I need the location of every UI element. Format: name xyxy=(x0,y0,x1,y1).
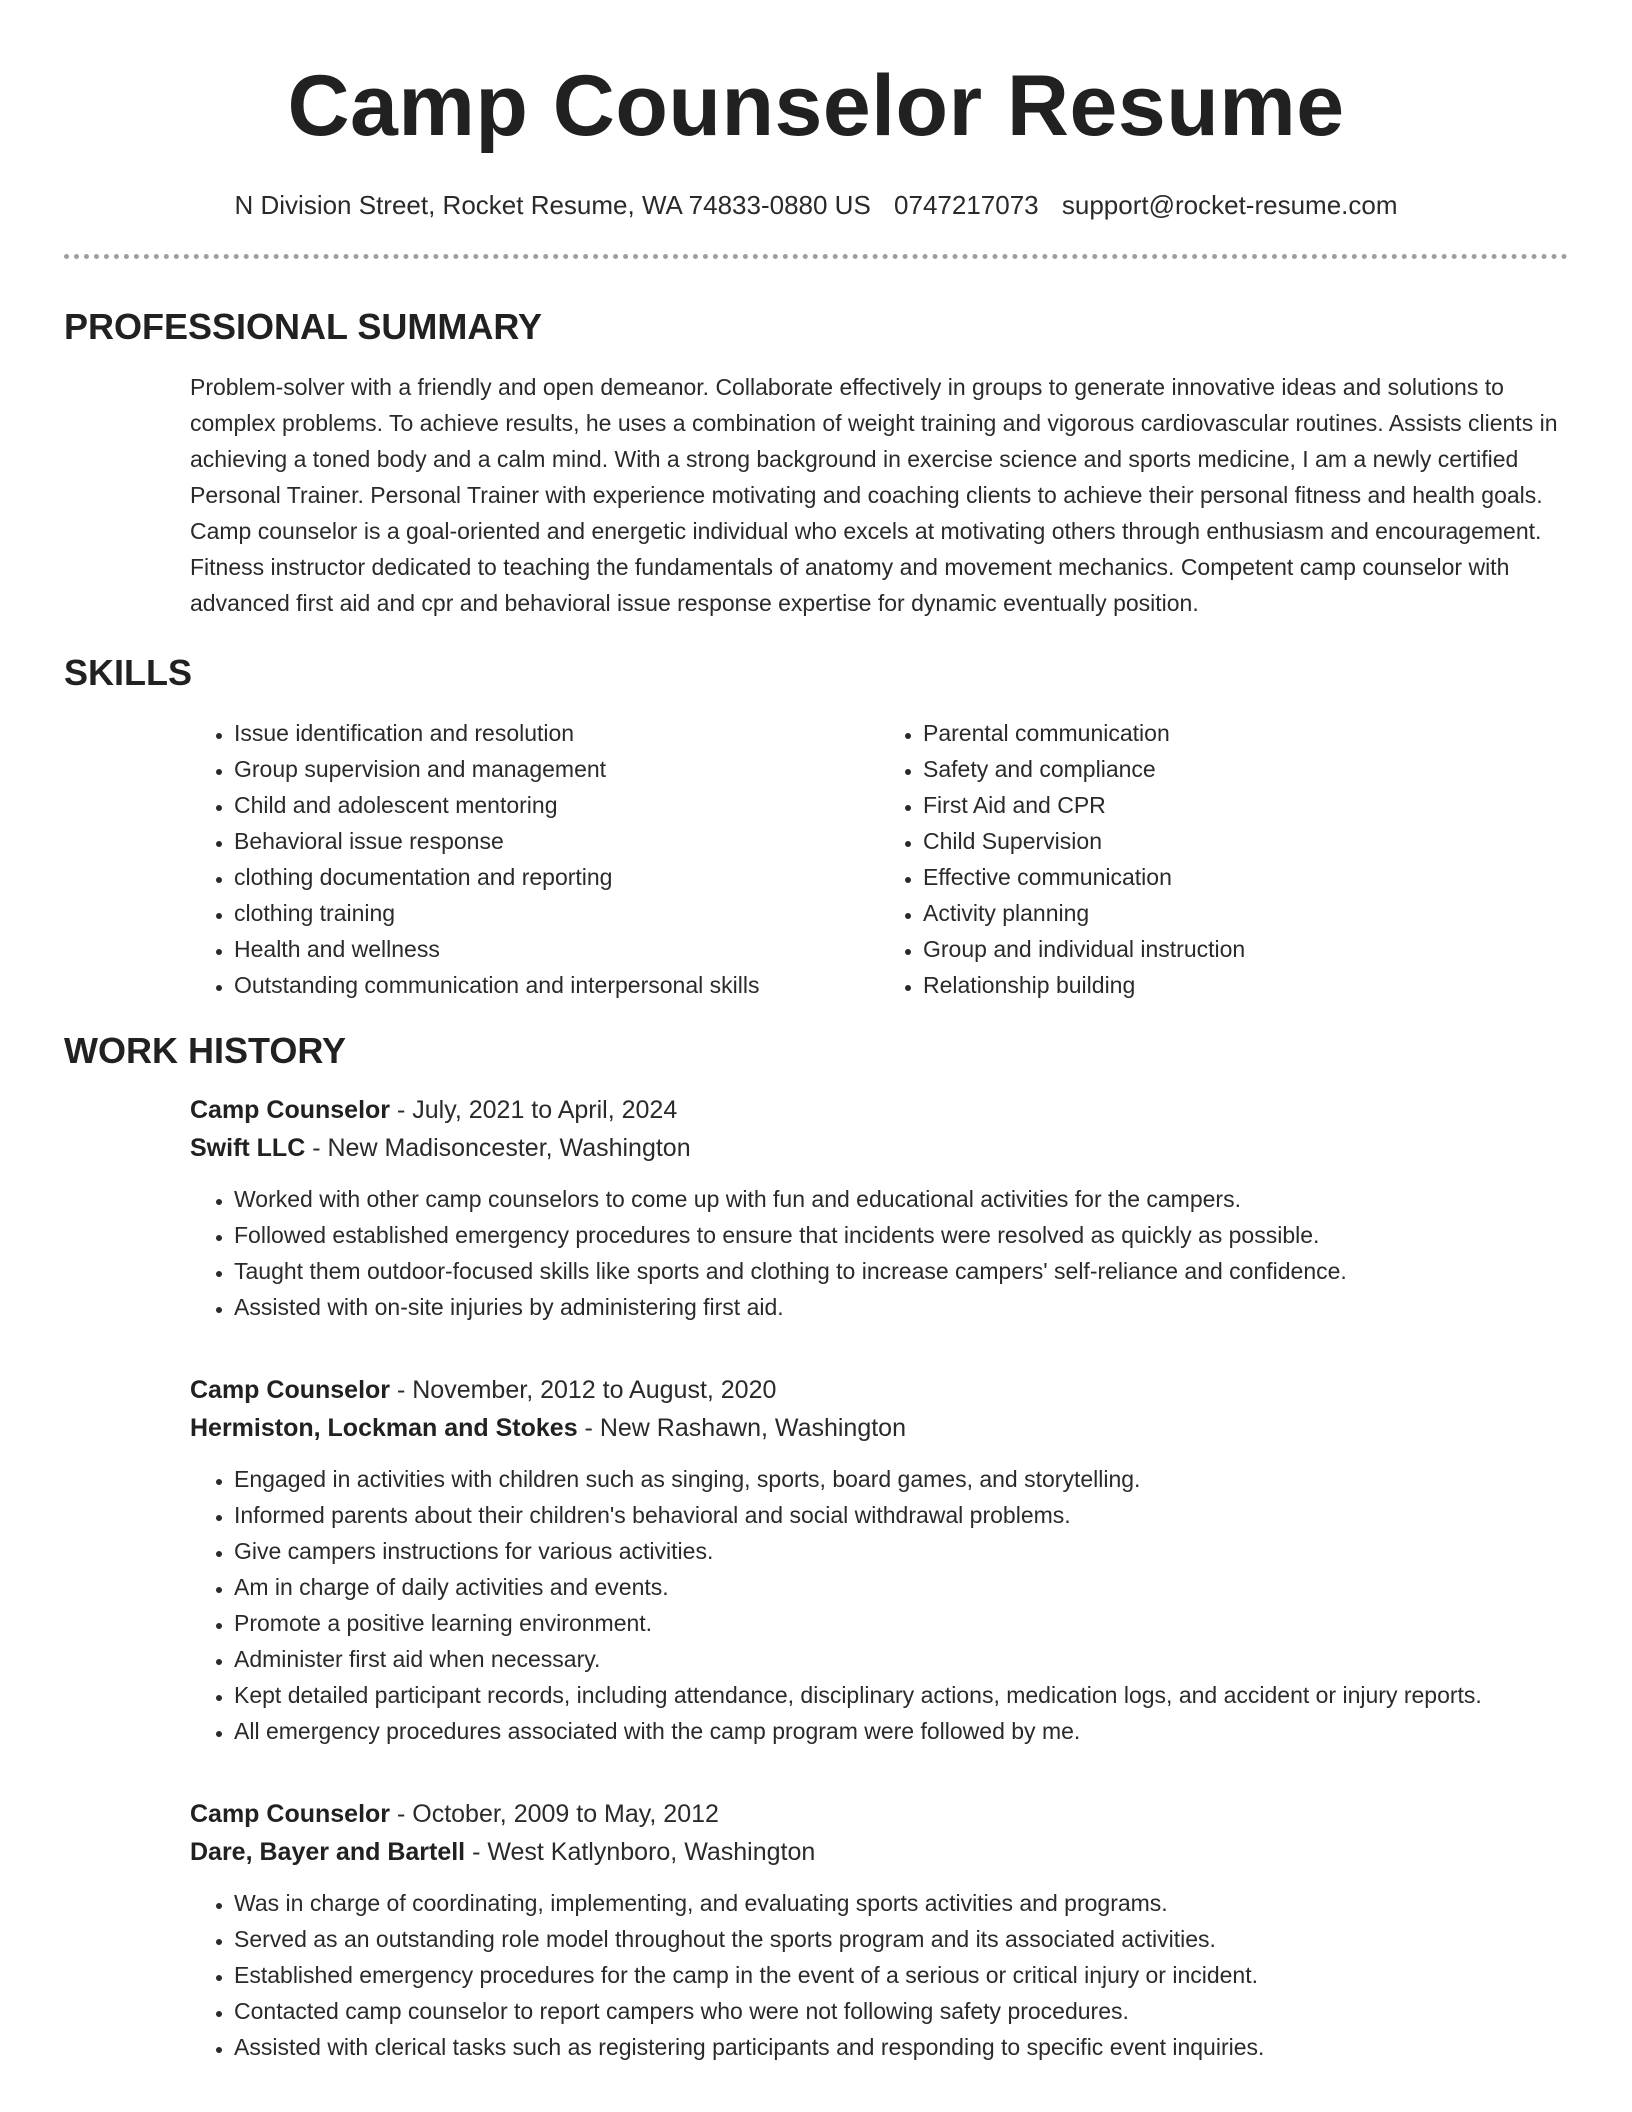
skills-heading: SKILLS xyxy=(64,652,193,693)
work-history-heading: WORK HISTORY xyxy=(64,1030,347,1071)
job-duty: • Contacted camp counselor to report campers who were not following safety procedures. xyxy=(234,1993,1568,2029)
skill-item: • Activity planning xyxy=(923,895,1568,931)
job-entry xyxy=(190,1371,1568,1749)
skills-list-left xyxy=(190,715,879,1003)
skill-item: • Child and adolescent mentoring xyxy=(234,787,879,823)
job-company-line xyxy=(190,1129,1568,1167)
job-location: - New Rashawn, Washington xyxy=(577,1414,906,1442)
job-duty: • Worked with other camp counselors to come up with fun and educational activities for the campers. xyxy=(234,1181,1568,1217)
resume-title: Camp Counselor Resume xyxy=(287,58,1345,154)
job-duty: • All emergency procedures associated with the camp program were followed by me. xyxy=(234,1713,1568,1749)
skill-item: • Safety and compliance xyxy=(923,751,1568,787)
contact-phone: 0747217073 xyxy=(894,190,1039,220)
summary-text: Problem-solver with a friendly and open demeanor. Collaborate effectively in groups to generate innovative ideas and solutions to complex problems. To achieve results, he uses a combination of weight training and vigorous cardiovascular routines. Assists clients in achieving a toned body and a calm mind. With a strong background in exercise science and sports medicine, I am a newly certified Personal Trainer. Personal Trainer with experience motivating and coaching clients to achieve their personal fitness and health goals. Camp counselor is a goal-oriented and energetic individual who excels at motivating others through enthusiasm and encouragement. Fitness instructor dedicated to teaching the fundamentals of anatomy and movement mechanics. Competent camp counselor with advanced first aid and cpr and behavioral issue response expertise for dynamic eventually position. xyxy=(190,374,1558,616)
job-entry xyxy=(190,1091,1568,1325)
job-title: Camp Counselor xyxy=(190,1096,391,1124)
job-company-line xyxy=(190,1833,1568,1871)
job-duties-list xyxy=(190,1181,1568,1325)
job-title-line xyxy=(190,1795,1568,1833)
job-dates: - November, 2012 to August, 2020 xyxy=(390,1376,777,1404)
job-title-line xyxy=(190,1371,1568,1409)
job-duty: • Promote a positive learning environment. xyxy=(234,1605,1568,1641)
header-divider xyxy=(64,254,1568,259)
job-title-line xyxy=(190,1091,1568,1129)
job-duties-list xyxy=(190,1461,1568,1749)
contact-email: support@rocket-resume.com xyxy=(1061,190,1398,220)
skill-item: • Issue identification and resolution xyxy=(234,715,879,751)
skill-item: • Relationship building xyxy=(923,967,1568,1003)
job-location: - New Madisoncester, Washington xyxy=(305,1134,691,1162)
summary-heading: PROFESSIONAL SUMMARY xyxy=(64,306,543,347)
work-history-section xyxy=(64,1029,1568,2065)
summary-section xyxy=(64,305,1568,621)
job-duty: • Assisted with clerical tasks such as registering participants and responding to specific event inquiries. xyxy=(234,2029,1568,2065)
job-duty: • Am in charge of daily activities and events. xyxy=(234,1569,1568,1605)
job-company: Swift LLC xyxy=(190,1134,306,1162)
job-dates: - July, 2021 to April, 2024 xyxy=(390,1096,678,1124)
skill-item: • Group and individual instruction xyxy=(923,931,1568,967)
job-location: - West Katlynboro, Washington xyxy=(465,1838,816,1866)
job-duty: • Engaged in activities with children such as singing, sports, board games, and storytelling. xyxy=(234,1461,1568,1497)
job-title: Camp Counselor xyxy=(190,1800,391,1828)
job-duty: • Established emergency procedures for the camp in the event of a serious or critical injury or incident. xyxy=(234,1957,1568,1993)
skill-item: • Group supervision and management xyxy=(234,751,879,787)
skill-item: • clothing documentation and reporting xyxy=(234,859,879,895)
job-title: Camp Counselor xyxy=(190,1376,391,1404)
job-duty: • Informed parents about their children's behavioral and social withdrawal problems. xyxy=(234,1497,1568,1533)
job-duty: • Assisted with on-site injuries by administering first aid. xyxy=(234,1289,1568,1325)
job-company-line xyxy=(190,1409,1568,1447)
job-dates: - October, 2009 to May, 2012 xyxy=(390,1800,719,1828)
contact-address: N Division Street, Rocket Resume, WA 74833-0880 US xyxy=(234,190,871,220)
job-duty: • Served as an outstanding role model throughout the sports program and its associated activities. xyxy=(234,1921,1568,1957)
skill-item: • First Aid and CPR xyxy=(923,787,1568,823)
job-duty: • Give campers instructions for various activities. xyxy=(234,1533,1568,1569)
skills-section xyxy=(64,651,1568,1003)
resume-page xyxy=(64,0,1568,2065)
skill-item: • Parental communication xyxy=(923,715,1568,751)
job-company: Hermiston, Lockman and Stokes xyxy=(190,1414,578,1442)
skill-item: • Health and wellness xyxy=(234,931,879,967)
job-entry xyxy=(190,1795,1568,2065)
skill-item: • Effective communication xyxy=(923,859,1568,895)
job-duty: • Followed established emergency procedures to ensure that incidents were resolved as quickly as possible. xyxy=(234,1217,1568,1253)
job-company: Dare, Bayer and Bartell xyxy=(190,1838,466,1866)
job-duty: • Administer first aid when necessary. xyxy=(234,1641,1568,1677)
job-duty: • Kept detailed participant records, including attendance, disciplinary actions, medication logs, and accident or injury reports. xyxy=(234,1677,1568,1713)
skills-columns xyxy=(190,715,1568,1003)
job-duty: • Was in charge of coordinating, implementing, and evaluating sports activities and programs. xyxy=(234,1885,1568,1921)
skill-item: • Child Supervision xyxy=(923,823,1568,859)
skill-item: • Behavioral issue response xyxy=(234,823,879,859)
skill-item: • Outstanding communication and interpersonal skills xyxy=(234,967,879,1003)
job-duties-list xyxy=(190,1885,1568,2065)
job-duty: • Taught them outdoor-focused skills like sports and clothing to increase campers' self-reliance and confidence. xyxy=(234,1253,1568,1289)
skill-item: • clothing training xyxy=(234,895,879,931)
contact-line xyxy=(64,188,1568,222)
skills-list-right xyxy=(879,715,1568,1003)
